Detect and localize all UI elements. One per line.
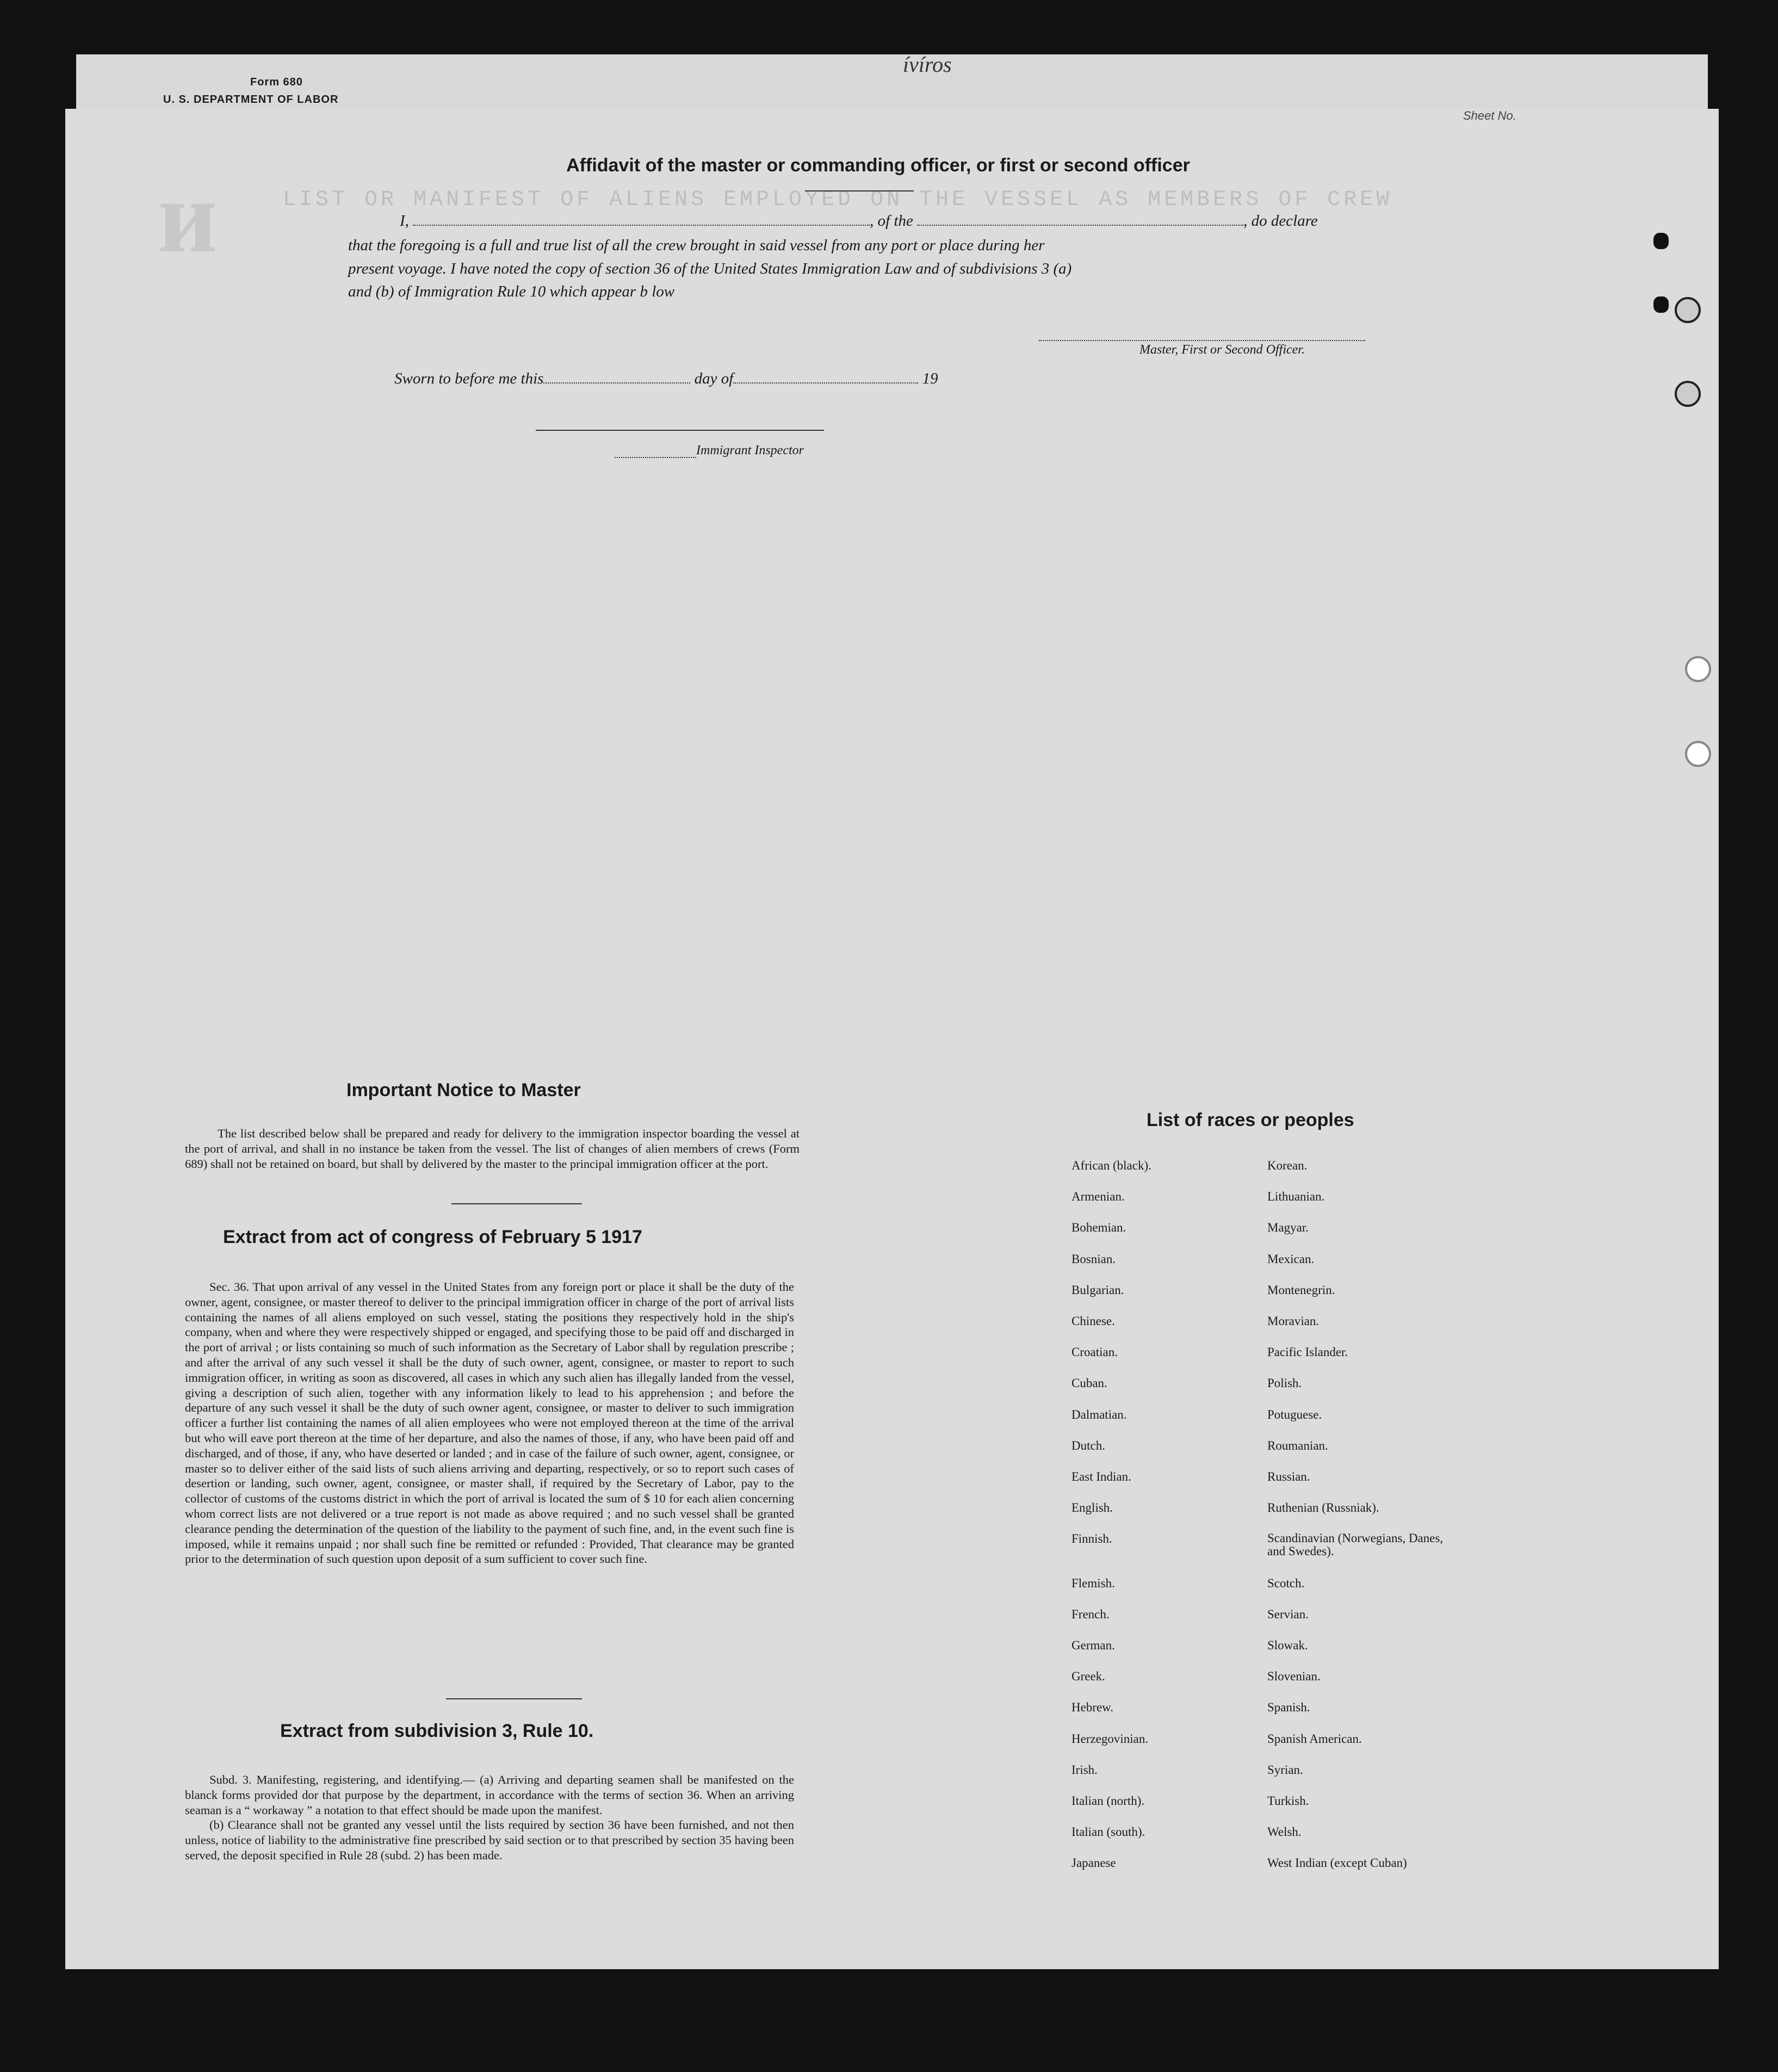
- notice-text: [185, 1126, 800, 1171]
- race-item-left: Hebrew.: [1071, 1700, 1114, 1715]
- inspector-dotted-line: [615, 457, 696, 458]
- race-item-left: Greek.: [1071, 1669, 1105, 1684]
- race-item-left: Japanese: [1071, 1856, 1116, 1870]
- signature-line[interactable]: [1039, 340, 1365, 341]
- affidavit-line-4: and (b) of Immigration Rule 10 which appear b low: [348, 283, 675, 300]
- race-item-left: Italian (south).: [1071, 1825, 1145, 1839]
- race-item-left: Bohemian.: [1071, 1221, 1126, 1235]
- bleed-through-heading: LIST OR MANIFEST OF ALIENS EMPLOYED ON THE VESSEL AS MEMBERS OF CREW: [283, 188, 1393, 212]
- notice-paragraph: The list described below shall be prepared and ready for delivery to the immigration inspector boarding the vessel at the port of arrival, and shall in no instance be taken from the vessel. The list of changes of alien members of crews (Form 689) shall not be retained on board, but shall by delivered by the master to the principal immigration officer at the port.: [185, 1127, 800, 1171]
- title-rule: [805, 190, 914, 191]
- section-36-paragraph: Sec. 36. That upon arrival of any vessel in the United States from any foreign port or place it shall be the duty of the owner, agent, consignee, or master thereof to deliver to the principal immigration officer in charge of the port of arrival lists containing the names of all aliens employed on such vessel, stating the positions they respectively hold in the ship's company, when and where they were respectively shipped or engaged, and specifying those to be paid off and discharged in the port of arrival ; or lists containing so much of such information as the Secretary of Labor shall by regulation prescribe ; and after the arrival of any such vessel it shall be the duty of such owner, agent, consignee, or master to report to such immigration officer, in writing as soon as discovered, all cases in which any such alien has illegally landed from the vessel, giving a description of such alien, together with any information likely to lead to his apprehension ; and before the departure of any such vessel it shall be the duty of such owner agent, consignee, or master to deliver to such immigration officer a further list containing the names of all alien employees who were not employed thereon at the time of the arrival but who will eave port thereon at the time of her departure, and also the names of those, if any, who have been paid off and discharged, and of those, if any, who have deserted or landed ; and in case of the failure of such owner, agent, consignee, or master so to deliver either of the said lists of such aliens arriving and departing, respectively, or so to report such cases of desertion or landing, such owner, agent, consignee, or master shall, if required by the Secretary of Labor, pay to the collector of customs of the customs district in which the port of arrival is located the sum of $ 10 for each alien concerning whom correct lists are not delivered or a true report is not made as above required ; and no such vessel shall be granted clearance pending the determination of the question of the liability to the payment of such fine, and, in the event such fine is imposed, while it remains unpaid ; nor shall such fine be remitted or refunded : Provided, That clearance may be granted prior to the determination of such question upon deposit of a sum sufficient to cover such fine.: [185, 1280, 794, 1566]
- sworn-year: 19: [922, 370, 938, 387]
- affidavit-of-the: , of the: [870, 212, 913, 230]
- punch-hole: [1685, 741, 1711, 767]
- handwritten-note: ívíros: [903, 52, 952, 77]
- race-item-right: Ruthenian (Russniak).: [1267, 1501, 1379, 1515]
- punch-hole: [1675, 381, 1701, 407]
- race-item-left: Bosnian.: [1071, 1252, 1116, 1266]
- form-page: [65, 109, 1719, 1969]
- sworn-line: [394, 370, 938, 388]
- race-item-left: East Indian.: [1071, 1470, 1131, 1483]
- race-item-left: Croatian.: [1071, 1345, 1118, 1359]
- race-item-left: Cuban.: [1071, 1376, 1107, 1390]
- race-item-left: Bulgarian.: [1071, 1283, 1124, 1297]
- subdivision-a-paragraph: Subd. 3. Manifesting, registering, and identifying.— (a) Arriving and departing seamen shall be manifested on the blanck forms provided dor that purpose by the department, in accordance with the terms of section 36. When an arriving seaman is a “ workaway ” a notation to that effect should be made upon the manifest.: [185, 1773, 794, 1817]
- act-extract-text: [185, 1279, 794, 1567]
- races-title: List of races or peoples: [1147, 1110, 1354, 1130]
- act-extract-title: Extract from act of congress of February 5 1917: [223, 1227, 642, 1247]
- affidavit-line-3: present voyage. I have noted the copy of section 36 of the United States Immigration Law and of subdivisions 3 (a): [348, 260, 1072, 277]
- race-item-left: German.: [1071, 1638, 1115, 1652]
- race-item-right: Mexican.: [1267, 1252, 1315, 1266]
- sworn-month-blank[interactable]: [733, 382, 918, 384]
- race-item-left: French.: [1071, 1607, 1110, 1621]
- affidavit-line-1: [400, 212, 1318, 230]
- sheet-number: Sheet No.: [1463, 109, 1516, 122]
- affidavit-do-declare: , do declare: [1243, 212, 1318, 230]
- race-item-left: Italian (north).: [1071, 1794, 1145, 1808]
- form-number: Form 680: [250, 76, 303, 88]
- act-rule: [446, 1698, 582, 1699]
- affidavit-title: Affidavit of the master or commanding officer, or first or second officer: [566, 155, 1190, 176]
- race-item-left: Chinese.: [1071, 1314, 1115, 1328]
- race-item-right: Turkish.: [1267, 1794, 1309, 1808]
- race-item-left: African (black).: [1071, 1159, 1151, 1172]
- race-item-right: Potuguese.: [1267, 1407, 1322, 1421]
- race-item-left: Herzegovinian.: [1071, 1731, 1149, 1746]
- race-item-right: West Indian (except Cuban): [1267, 1856, 1407, 1870]
- inspector-signature-line[interactable]: [536, 430, 824, 431]
- race-item-right: Magyar.: [1267, 1221, 1309, 1235]
- sworn-day-of: day of: [694, 370, 734, 387]
- department-label: U. S. DEPARTMENT OF LABOR: [163, 94, 339, 106]
- race-item-left: Flemish.: [1071, 1576, 1115, 1590]
- race-item-right: Polish.: [1267, 1376, 1302, 1390]
- inspector-label: Immigrant Inspector: [696, 443, 804, 457]
- vessel-name-blank[interactable]: [917, 224, 1243, 226]
- binding-mark: [1653, 296, 1669, 313]
- race-item-right: Slowak.: [1267, 1638, 1308, 1652]
- race-item-left: English.: [1071, 1501, 1113, 1515]
- notice-title: Important Notice to Master: [346, 1080, 581, 1100]
- race-item-right: Russian.: [1267, 1470, 1310, 1483]
- punch-hole: [1675, 297, 1701, 323]
- race-item-right: Roumanian.: [1267, 1438, 1328, 1452]
- race-item-left: Armenian.: [1071, 1190, 1125, 1204]
- affidavit-line-2: that the foregoing is a full and true list of all the crew brought in said vessel from any port or place during her: [348, 237, 1045, 254]
- signature-label: Master, First or Second Officer.: [1139, 343, 1305, 357]
- race-item-right: Scandinavian (Norwegians, Danes, and Swedes).: [1267, 1531, 1444, 1558]
- race-item-right: Servian.: [1267, 1607, 1309, 1621]
- race-item-right: Welsh.: [1267, 1825, 1302, 1839]
- race-item-left: Irish.: [1071, 1762, 1098, 1777]
- sworn-day-blank[interactable]: [543, 382, 690, 384]
- race-item-right: Lithuanian.: [1267, 1190, 1325, 1204]
- binding-mark: [1653, 233, 1669, 249]
- sworn-start: Sworn to before me this: [394, 370, 544, 387]
- affidavit-i: I,: [400, 212, 409, 230]
- punch-hole: [1685, 656, 1711, 682]
- race-item-right: Spanish American.: [1267, 1731, 1362, 1746]
- notice-rule: [451, 1203, 582, 1204]
- race-item-right: Syrian.: [1267, 1762, 1303, 1777]
- race-item-right: Spanish.: [1267, 1700, 1310, 1715]
- race-item-right: Montenegrin.: [1267, 1283, 1335, 1297]
- race-item-right: Slovenian.: [1267, 1669, 1321, 1684]
- race-item-left: Finnish.: [1071, 1532, 1112, 1546]
- race-item-left: Dalmatian.: [1071, 1407, 1127, 1421]
- subdivision-b-paragraph: (b) Clearance shall not be granted any vessel until the lists required by section 36 have been furnished, and not then unless, notice of liability to the administrative fine prescribed by said section or to that prescribed by section 35 having been served, the deposit specified in Rule 28 (subd. 2) has been made.: [185, 1818, 794, 1862]
- bleed-through-mark: ᴎ: [158, 160, 218, 274]
- race-item-right: Scotch.: [1267, 1576, 1305, 1590]
- race-item-right: Moravian.: [1267, 1314, 1319, 1328]
- rule-extract-text: [185, 1772, 794, 1863]
- race-item-right: Korean.: [1267, 1159, 1308, 1172]
- race-item-right: Pacific Islander.: [1267, 1345, 1348, 1359]
- rule-extract-title: Extract from subdivision 3, Rule 10.: [280, 1721, 594, 1741]
- race-item-left: Dutch.: [1071, 1438, 1105, 1452]
- master-name-blank[interactable]: [413, 224, 870, 226]
